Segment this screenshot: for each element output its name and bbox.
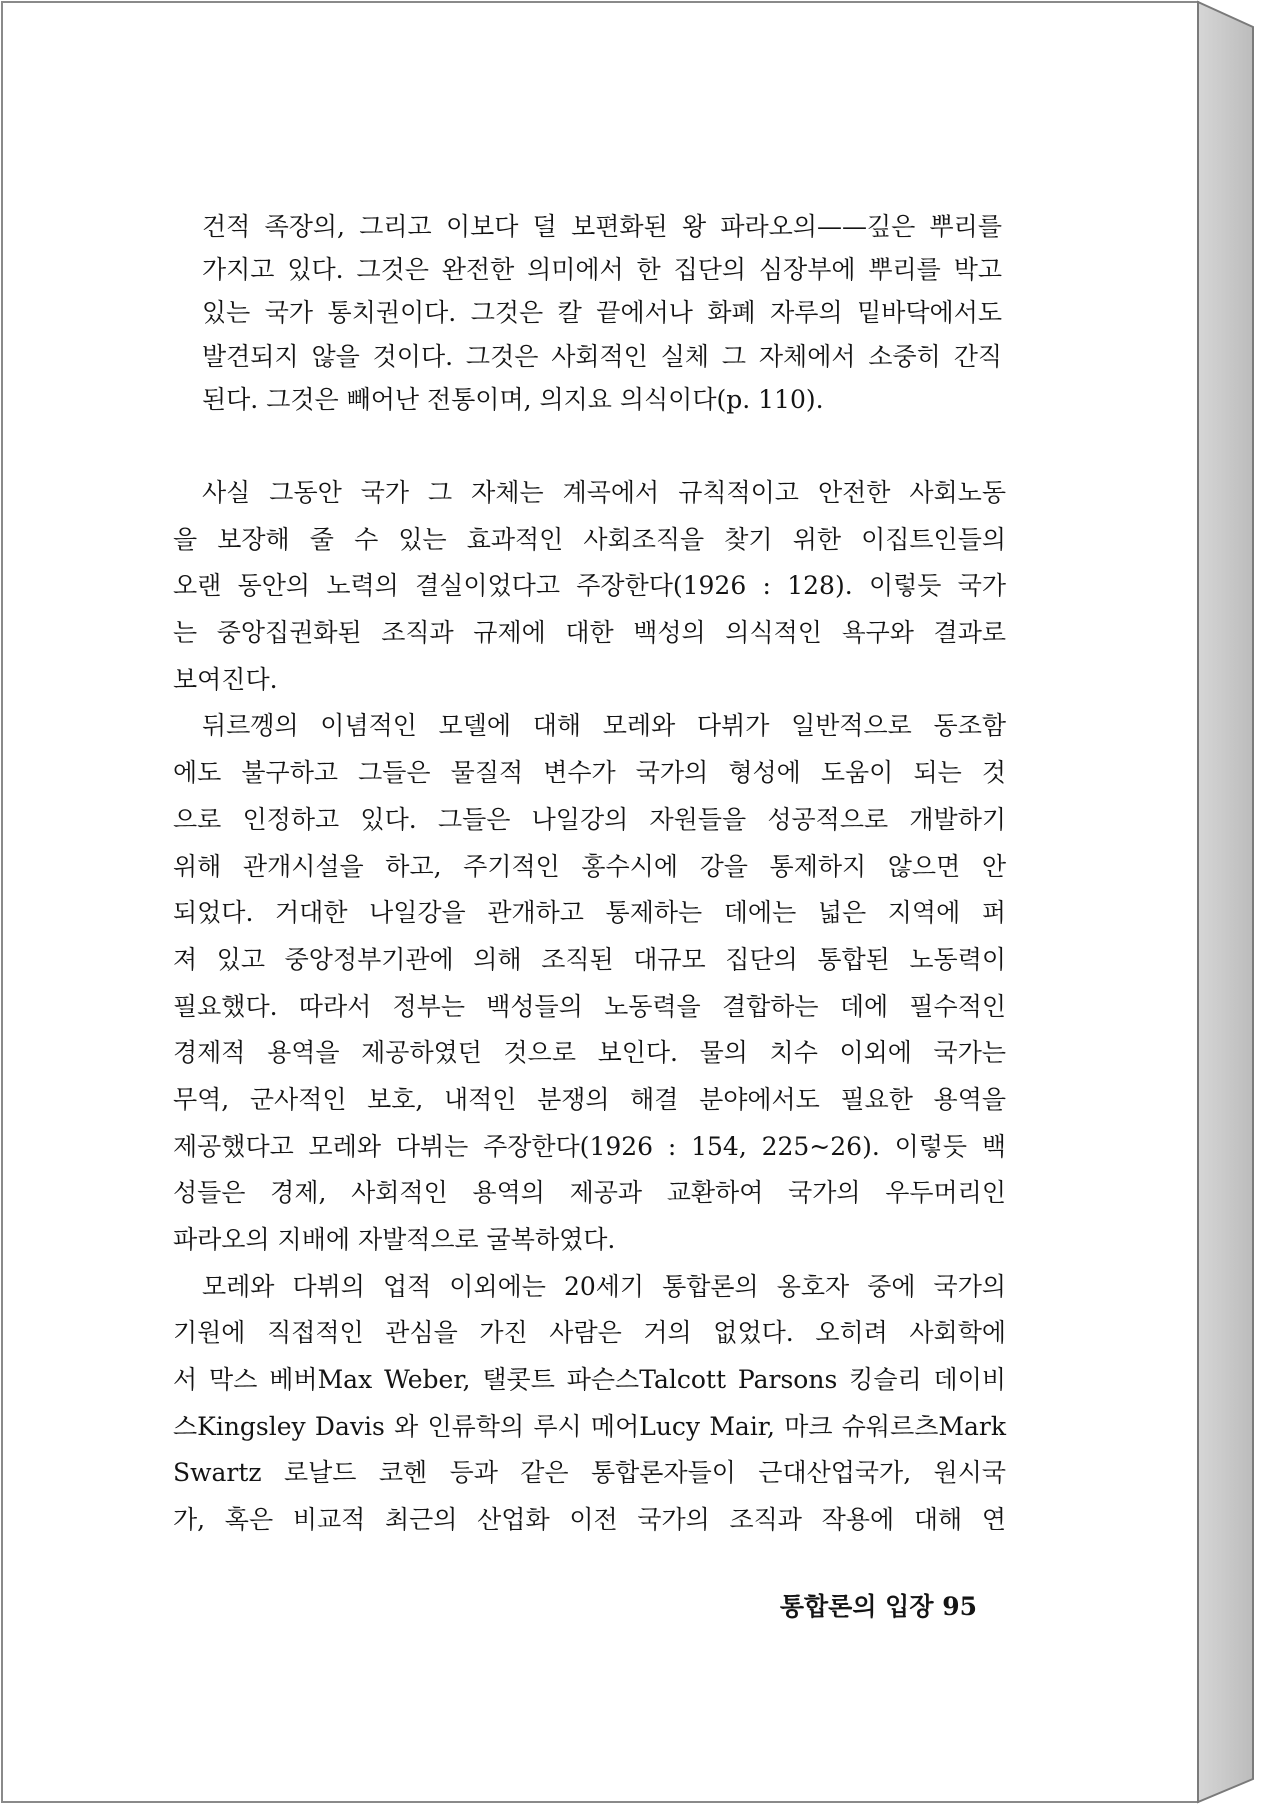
body-line: 에도 불구하고 그들은 물질적 변수가 국가의 형성에 도움이 되는 것	[173, 758, 1006, 788]
body-line: 위해 관개시설을 하고, 주기적인 홍수시에 강을 통제하지 않으면 안	[173, 851, 1006, 881]
paragraph-last-line: 파라오의 지배에 자발적으로 굴복하였다.	[173, 1225, 616, 1254]
body-line: 경제적 용역을 제공하였던 것으로 보인다. 물의 치수 이외에 국가는	[173, 1038, 1006, 1068]
body-line: 져 있고 중앙정부기관에 의해 조직된 대규모 집단의 통합된 노동력이	[173, 944, 1006, 974]
body-line: 무역, 군사적인 보호, 내적인 분쟁의 해결 분야에서도 필요한 용역을	[173, 1084, 1006, 1114]
paragraph-last-line: 보여진다.	[173, 664, 278, 694]
body-text	[173, 470, 1006, 1544]
body-line: 되었다. 거대한 나일강을 관개하고 통제하는 데에는 넓은 지역에 퍼	[173, 898, 1006, 928]
quote-line: 있는 국가 통치권이다. 그것은 칼 끝에서나 화폐 자루의 밑바닥에서도	[202, 298, 1002, 328]
page-edge	[1198, 2, 1253, 1802]
quote-line: 가지고 있다. 그것은 완전한 의미에서 한 집단의 심장부에 뿌리를 박고	[202, 255, 1002, 285]
page-number: 95	[942, 1592, 977, 1621]
running-footer	[700, 1589, 977, 1625]
body-line: Swartz 로날드 코헨 등과 같은 통합론자들이 근대산업국가, 원시국	[173, 1458, 1006, 1488]
quote-line: 발견되지 않을 것이다. 그것은 사회적인 실체 그 자체에서 소중히 간직	[202, 341, 1002, 371]
paragraph-first-line: 모레와 다뷔의 업적 이외에는 20세기 통합론의 옹호자 중에 국가의	[202, 1271, 1006, 1301]
body-line: 스Kingsley Davis 와 인류학의 루시 메어Lucy Mair, 마크 슈워르츠Mark	[173, 1411, 1006, 1441]
body-line: 제공했다고 모레와 다뷔는 주장한다(1926 : 154, 225~26). 이렇듯 백	[173, 1131, 1006, 1161]
body-line: 는 중앙집권화된 조직과 규제에 대한 백성의 의식적인 욕구와 결과로	[173, 618, 1006, 648]
body-line: 서 막스 베버Max Weber, 탤콧트 파슨스Talcott Parsons 킹슬리 데이비	[173, 1365, 1006, 1395]
body-line: 필요했다. 따라서 정부는 백성들의 노동력을 결합하는 데에 필수적인	[173, 991, 1006, 1021]
paragraph-first-line: 뒤르껭의 이념적인 모델에 대해 모레와 다뷔가 일반적으로 동조함	[202, 711, 1006, 741]
body-line: 성들은 경제, 사회적인 용역의 제공과 교환하여 국가의 우두머리인	[173, 1178, 1006, 1208]
quote-line: 건적 족장의, 그리고 이보다 덜 보편화된 왕 파라오의——깊은 뿌리를	[202, 212, 1002, 241]
running-head: 통합론의 입장	[779, 1592, 934, 1621]
body-line: 가, 혹은 비교적 최근의 산업화 이전 국가의 조직과 작용에 대해 연	[173, 1505, 1006, 1535]
body-line: 을 보장해 줄 수 있는 효과적인 사회조직을 찾기 위한 이집트인들의	[173, 524, 1006, 554]
quote-line: 된다. 그것은 빼어난 전통이며, 의지요 의식이다(p. 110).	[202, 384, 824, 414]
block-quote	[202, 205, 1002, 421]
body-line: 기원에 직접적인 관심을 가진 사람은 거의 없었다. 오히려 사회학에	[173, 1318, 1006, 1348]
paragraph-first-line: 사실 그동안 국가 그 자체는 계곡에서 규칙적이고 안전한 사회노동	[202, 478, 1006, 507]
body-line: 으로 인정하고 있다. 그들은 나일강의 자원들을 성공적으로 개발하기	[173, 804, 1006, 834]
body-line: 오랜 동안의 노력의 결실이었다고 주장한다(1926 : 128). 이렇듯 국가	[173, 571, 1006, 601]
